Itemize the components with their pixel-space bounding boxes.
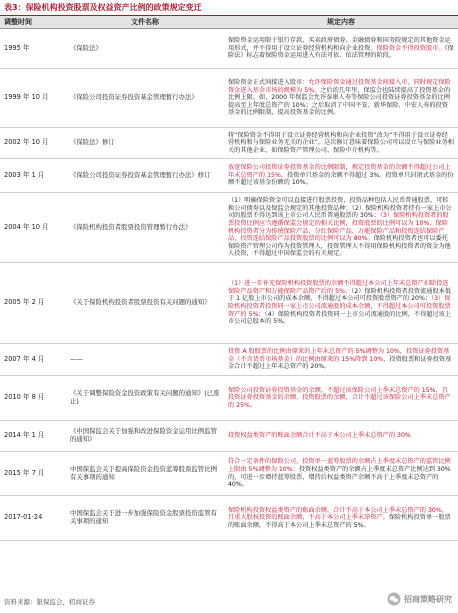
table-row (0, 496, 458, 541)
row-content (224, 421, 458, 452)
table-row (0, 421, 458, 452)
row-document: 《保险公司投资证券投资基金管理暂行办法》修订 (66, 159, 224, 193)
highlighted-text: （3）保险机构投资者的股票投资比例应当遵循保监会规定的相关比例，投资股票的比例可以为 10%，保险机构投资者分为传统保险产品、分红保险产品、万能保险产品和投资连结保险产品，投资连结保险产品投资股票的比例可以为 80%。 (228, 212, 449, 243)
content-text: 投资股票和证券投资基金合计不超过上年末总资产的 20%。 (228, 355, 452, 371)
row-document: 中国保监会关于进一步加强保险资金股票投资监管有关事项的通知 (66, 496, 224, 541)
row-date: 2015 年 7 月 (0, 452, 66, 496)
highlighted-text: 符合一定条件的保险公司，投资单一蓝筹股票的余额占上季度末总资产的监管比例上限由 5%调整为 10%； (228, 458, 451, 473)
table-row (0, 159, 458, 193)
content-text: 投资权益类资产的余额占上季度末总资产比例达到 30%的，可进一步增持蓝筹股票，增持后权益类资产余额不高于上季度末总资产的 40%。 (228, 465, 451, 489)
table-header-row (0, 16, 458, 29)
row-document: 《保险法》修订 (66, 128, 224, 159)
row-date: 2003 年 1 月 (0, 159, 66, 193)
table-row (0, 29, 458, 69)
highlighted-text: 保险公司投资证券投资基金的余额，不超过该保险公司上季末总资产的 15%，且投资证券投资基金的余额、投资股票的余额，合计不超过该保险公司上季末总资产的 25%。 (228, 386, 451, 409)
row-document: 《保险公司投资证券投资基金管理暂行办法》 (66, 69, 224, 128)
highlighted-text: （1）进一步补充保险机构投资股票的余额不得超过本公司上年末总资产扣除投连保险产品资产和万能保险产品资产后的 5%； (228, 280, 449, 295)
highlighted-text: 保险资金不得投资股市。 (376, 44, 445, 52)
content-text: 保险资金运用限于银行存款、买卖政府债券、金融债券和国务院规定的其他资金运用形式，并不得用于设立证券经营机构和向企业投资。 (228, 37, 451, 52)
wechat-icon (387, 592, 401, 606)
row-document: 《中国保监会关于加强和改进保险资金运用比例监管的通知》 (66, 421, 224, 452)
row-document: —— (66, 344, 224, 376)
row-document: 《保险机构投资者股票投资管理暂行办法》 (66, 193, 224, 263)
table-row (0, 263, 458, 344)
row-date: 2017-01-24 (0, 496, 66, 541)
table-row (0, 69, 458, 128)
row-date: 2014 年 1 月 (0, 421, 66, 452)
row-date: 1995 年 (0, 29, 66, 69)
content-text: （4）保险机构投资者投资同一上市公司流通股的比例，不得超过该上市公司总股本的 5%。 (228, 310, 452, 326)
content-text: 将“保险资金不得用于设立证券经营机构和向企业投资”改为“不得用于设立证券经营机构和与保险业务无关的企业”，这次修订意味着保险公司可以设立与保险业务相关的其他企业，如保险资产管理公司、保险中介机构等。 (228, 131, 454, 154)
row-date: 2004 年 10 月 (0, 193, 66, 263)
table-row (0, 452, 458, 496)
row-content (224, 376, 458, 421)
watermark (387, 590, 452, 608)
row-document: 中国保监会关于提高保险资金投资蓝筹股票监管比例有关事项的通知 (66, 452, 224, 496)
row-content (224, 29, 458, 69)
policy-table (0, 16, 458, 541)
highlighted-text: 放宽保险公司投资证券投资基金的比例限制，规定投资基金的余额不得超过公司上年末总资产的 15%， (228, 164, 451, 179)
row-content (224, 452, 458, 496)
content-text: 保险机构投资单一股票的账面余额，不得高于本公司上季末总资产的 5%。 (228, 514, 451, 529)
header-date: 调整时间 (0, 16, 66, 29)
content-text: 之后的几年里，保监会也陆续提高了投资基金的比例上限。如，2000 年保监会允许泰康人寿等保险公司投资证券投资基金的比例提高至上年度总资产的 10%；之后取消了中国平安、新华保险、中宏人寿的投资基金的比例限制，提高投资基金的比例。 (228, 86, 451, 117)
row-date: 2010 年 8 月 (0, 376, 66, 421)
row-document: 《关于保险机构投资者股票投资有关问题的通知》 (66, 263, 224, 344)
row-content (224, 159, 458, 193)
table-row (0, 344, 458, 376)
row-date: 1999 年 10 月 (0, 69, 66, 128)
table-row (0, 376, 458, 421)
highlighted-text: 允许保险资金通过投资基金间接入市，同时规定保险资金进入基金市场的规模为 5%， (228, 79, 451, 94)
row-document: 《保险法》 (66, 29, 224, 69)
highlighted-text: （3）保险机构投资者投资同一家上市公司流通股的成本余额，不得超过本公司可投资股票资产的 5%； (228, 295, 451, 318)
table-row (0, 193, 458, 263)
watermark-text: 招商策略研究 (404, 594, 452, 604)
row-content (224, 496, 458, 541)
table-body (0, 29, 458, 541)
table-caption: 表3：保险机构投资股票及权益资产比例的政策规定变迁 (0, 0, 458, 16)
content-text: 《保险法》标志着保险资金运用进入有法可依、依法管理的阶段。 (228, 44, 454, 60)
row-date: 2002 年 10 月 (0, 128, 66, 159)
row-content (224, 263, 458, 344)
content-text: 保险资金正式间接进入股市： (228, 79, 309, 87)
table-row (0, 128, 458, 159)
row-content (224, 193, 458, 263)
row-date: 2005 年 2 月 (0, 263, 66, 344)
row-content (224, 344, 458, 376)
content-text: （2）保险机构投资者投资流通股本低于 1 亿股上市公司的成本余额，不得超过本公司可投资股票资产的 20%； (228, 287, 452, 303)
content-text: （1）明确保险资金可以直接进行股票投资，投资品种包括人民币普通股票、可转换公司债券以及保监会规定的其他投资品种；（2）保险机构投资者持有一家上市公司的股票不得达到该上市公司人民币普通股票的 30%； (228, 197, 452, 220)
source-note: 资料来源：银保监会，招商证券 (4, 598, 95, 606)
content-text: 投资单只基金的余额不得超过 3%。投资单只封闭式基金的份额不超过该基金份额的 10%。 (228, 171, 454, 187)
header-content: 规定内容 (224, 16, 458, 29)
highlighted-text: 保险机构投资权益类资产的账面余额，合计不高于本公司上季末总资产的 30%，且重大股权投资的账面余额，不高于本公司上季末净资产。 (228, 506, 448, 522)
row-document: 《关于调整保险资金投资政策有关问题的通知》(已废止) (66, 376, 224, 421)
highlighted-text: 投资 A 股股票的比例由原来的上年末总资产的 5%调整为 10%，投资证券投资基金（不含货币市场基金）的比例由原来的 15%降到 10%， (228, 348, 450, 363)
row-content (224, 128, 458, 159)
row-content (224, 69, 458, 128)
row-date: 2007 年 4 月 (0, 344, 66, 376)
header-doc: 文件名称 (66, 16, 224, 29)
highlighted-text: 投资权益类资产的账面余额合计不高于本公司上季末总资产的 30% (228, 432, 411, 440)
content-text: 保险机构投资者也可以委托保险资产管理公司作为投资管理人，投资管理人不得用保险机构投资者的资金为他人投资，不得超过中国保监会的有关规定。 (228, 235, 451, 258)
